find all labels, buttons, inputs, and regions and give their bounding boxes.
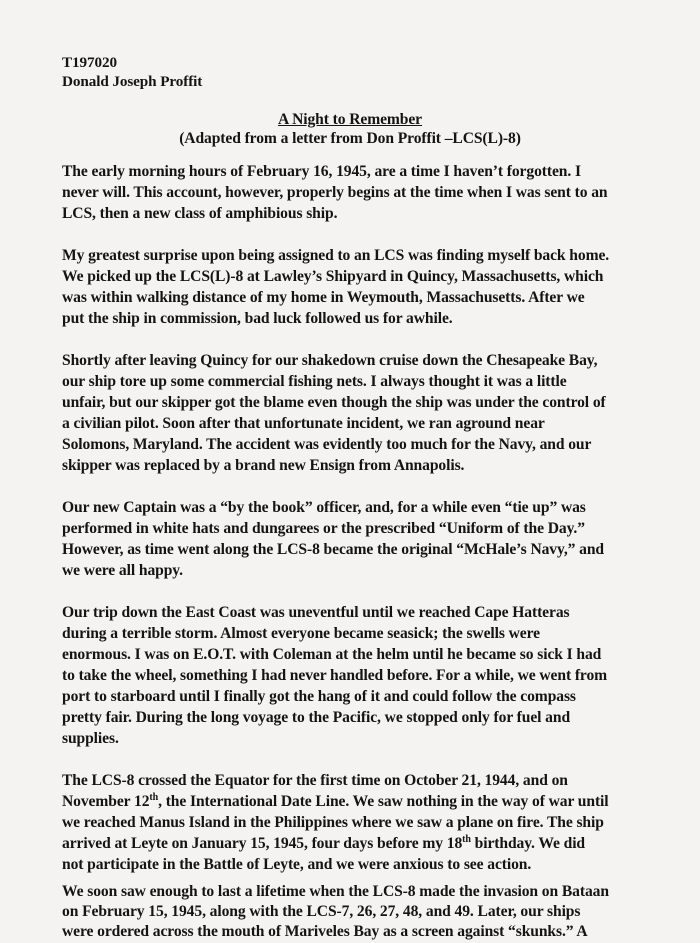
body-line: We soon saw enough to last a lifetime when the LCS-8 made the invasion on Bataan [62,883,609,900]
body-line: never will. This account, however, properly begins at the time when I was sent to an [62,184,608,201]
body-line: supplies. [62,730,119,747]
body-line: we reached Manus Island in the Philippines where we saw a plane on fire. The ship [62,814,604,831]
body-line: However, as time went along the LCS-8 became the original “McHale’s Navy,” and [62,541,604,558]
body-line: LCS, then a new class of amphibious ship. [62,205,338,222]
body-line: The early morning hours of February 16, 1945, are a time I haven’t forgotten. I [62,163,581,180]
body-line: was within walking distance of my home in Weymouth, Massachusetts. After we [62,289,585,306]
body-line: port to starboard until I finally got the hang of it and could follow the compass [62,688,576,705]
body-line: My greatest surprise upon being assigned to an LCS was finding myself back home. [62,247,610,264]
body-line: our ship tore up some commercial fishing nets. I always thought it was a little [62,373,567,390]
body-line: Our trip down the East Coast was uneventful until we reached Cape Hatteras [62,604,570,621]
body-line: performed in white hats and dungarees or the prescribed “Uniform of the Day.” [62,520,585,537]
body-line: November 12th, the International Date Line. We saw nothing in the way of war until [62,791,609,810]
author-name: Donald Joseph Proffit [62,73,203,90]
body-line: The LCS-8 crossed the Equator for the first time on October 21, 1944, and on [62,772,568,789]
body-line: pretty fair. During the long voyage to the Pacific, we stopped only for fuel and [62,709,571,726]
document-title: A Night to Remember [277,111,423,128]
body-line: Solomons, Maryland. The accident was evidently too much for the Navy, and our [62,436,592,453]
body-line: not participate in the Battle of Leyte, and we were anxious to see action. [62,856,532,873]
document-subtitle: (Adapted from a letter from Don Proffit –LCS(L)-8) [179,130,521,147]
body-line: We picked up the LCS(L)-8 at Lawley’s Shipyard in Quincy, Massachusetts, which [62,268,604,285]
body-line: during a terrible storm. Almost everyone became seasick; the swells were [62,625,540,642]
body-line: on February 15, 1945, along with the LCS-7, 26, 27, 48, and 49. Later, our ships [62,903,581,920]
body-line: enormous. I was on E.O.T. with Coleman at the helm until he became so sick I had [62,646,602,663]
body-line: unfair, but our skipper got the blame even though the ship was under the control of [62,394,606,411]
body-line: Shortly after leaving Quincy for our shakedown cruise down the Chesapeake Bay, [62,352,598,369]
body-line: put the ship in commission, bad luck followed us for awhile. [62,310,453,327]
body-line: we were all happy. [62,562,183,579]
body-line: Our new Captain was a “by the book” officer, and, for a while even “tie up” was [62,499,586,516]
body-line: a civilian pilot. Soon after that unfortunate incident, we ran aground near [62,415,545,432]
body-line: to take the wheel, something I had never handled before. For a while, we went from [62,667,608,684]
body-line: arrived at Leyte on January 15, 1945, four days before my 18th birthday. We did [62,833,586,852]
document-id: T197020 [62,54,117,71]
body-line: were ordered across the mouth of Mariveles Bay as a screen against “skunks.” A [62,923,588,940]
body-line: skipper was replaced by a brand new Ensign from Annapolis. [62,457,465,474]
